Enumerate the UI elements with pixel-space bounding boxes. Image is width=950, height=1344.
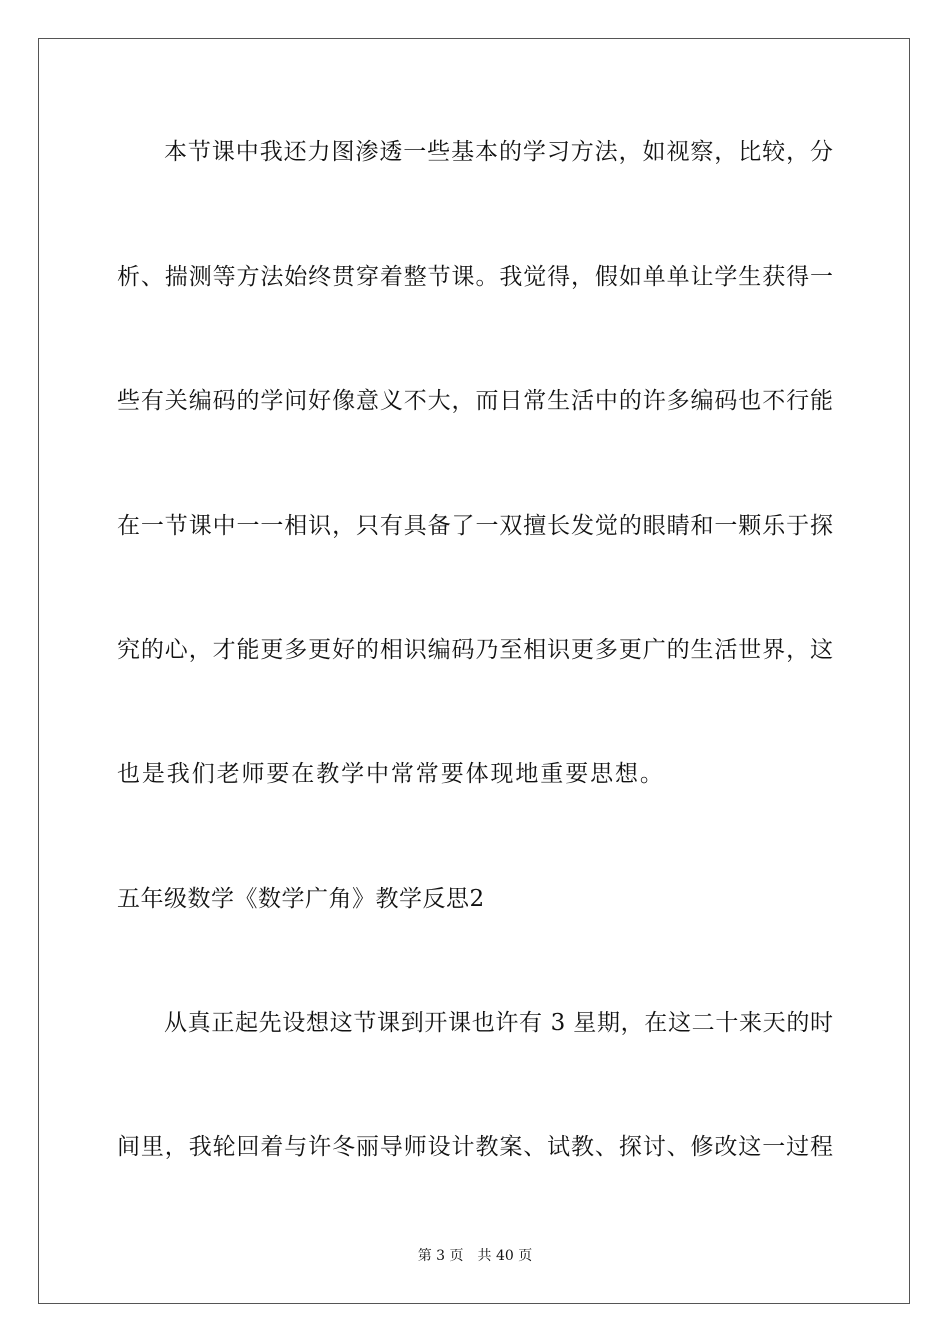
paragraph2-line-2: 间里，我轮回着与许冬丽导师设计教案、试教、探讨、修改这一过程 <box>117 1134 833 1160</box>
paragraph1-line-6: 也是我们老师要在教学中常常要体现地重要思想。 <box>117 761 665 787</box>
page-footer <box>0 1247 950 1265</box>
page-total: 共 40 页 <box>477 1248 533 1264</box>
paragraph1-line-5: 究的心，才能更多更好的相识编码乃至相识更多更广的生活世界，这 <box>117 637 833 663</box>
paragraph1-line-1: 本节课中我还力图渗透一些基本的学习方法，如视察，比较，分 <box>164 139 833 165</box>
paragraph1-line-4: 在一节课中一一相识，只有具备了一双擅长发觉的眼睛和一颗乐于探 <box>117 513 833 539</box>
paragraph1-line-3: 些有关编码的学问好像意义不大，而日常生活中的许多编码也不行能 <box>117 388 833 414</box>
page-number: 第 3 页 <box>417 1248 464 1264</box>
section-heading: 五年级数学《数学广角》教学反思2 <box>117 886 485 912</box>
paragraph2-line-1: 从真正起先设想这节课到开课也许有 3 星期，在这二十来天的时 <box>164 1010 833 1036</box>
page-border <box>38 38 910 1304</box>
paragraph1-line-2: 析、揣测等方法始终贯穿着整节课。我觉得，假如单单让学生获得一 <box>117 264 833 290</box>
